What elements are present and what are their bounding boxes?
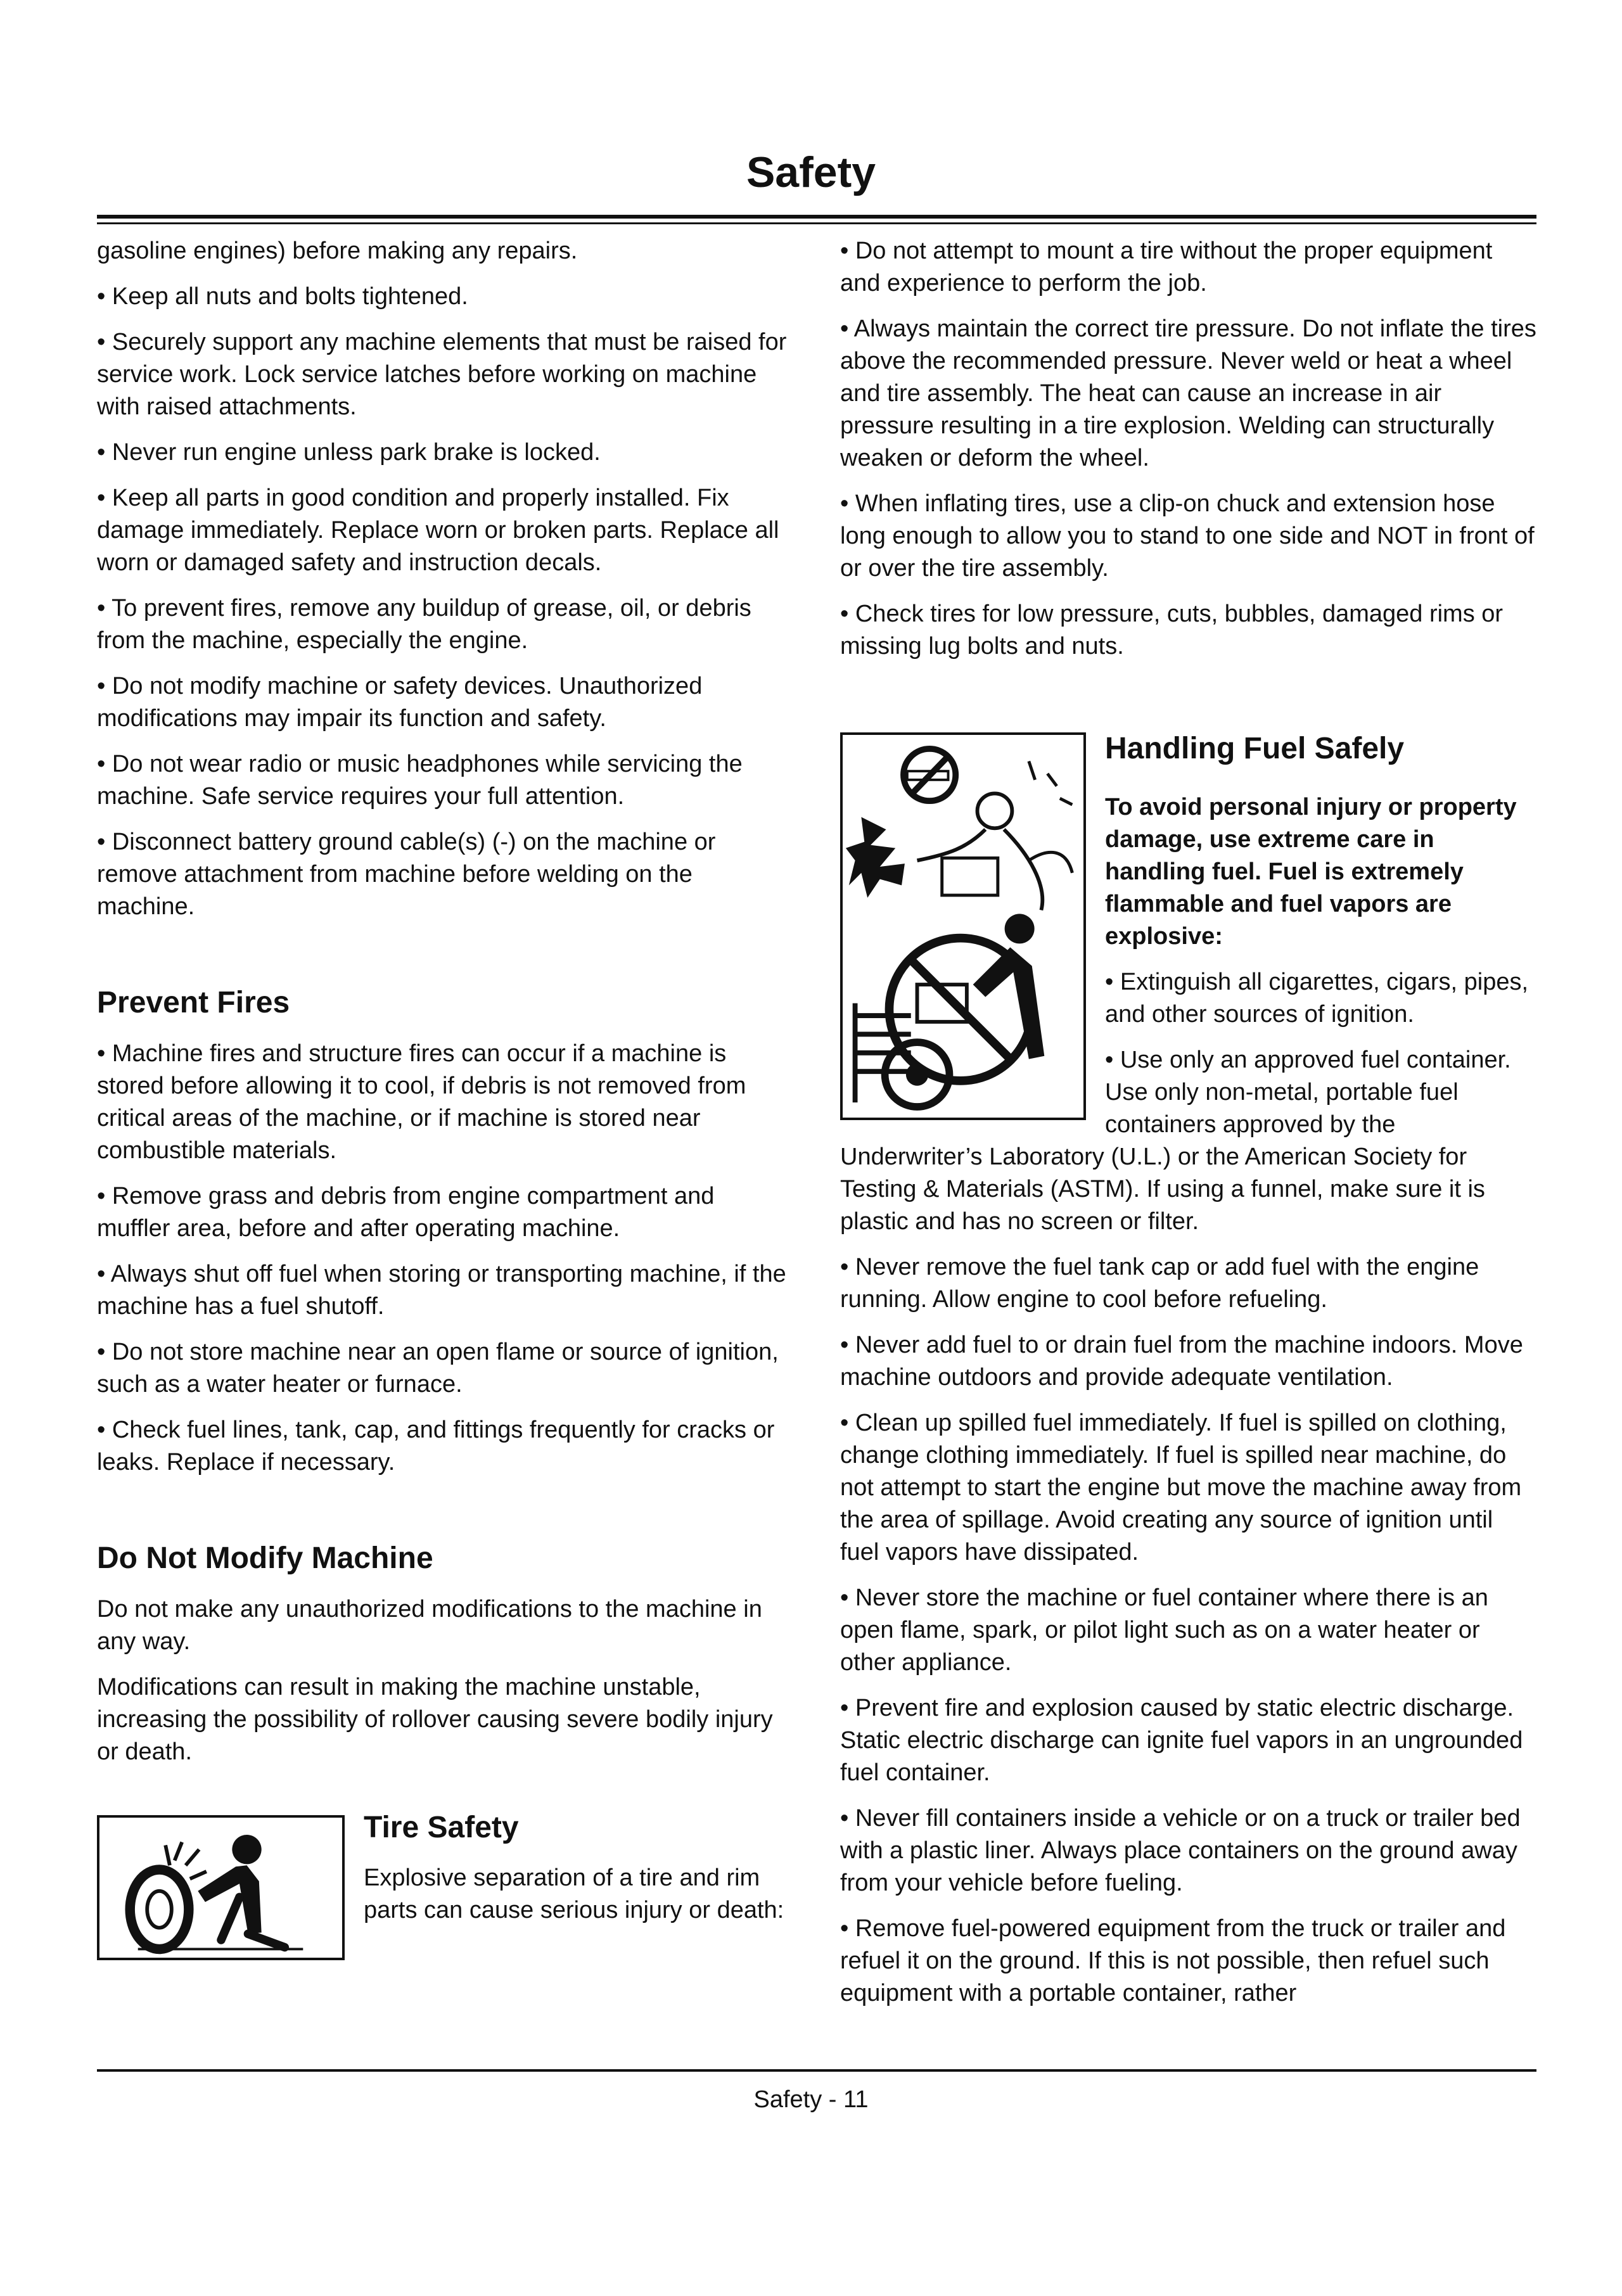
tire-safety-section xyxy=(97,1811,794,1960)
page-number: Safety - 11 xyxy=(753,2086,869,2113)
header-rule-thick xyxy=(97,215,1536,219)
bullet-store-machine: • Never store the machine or fuel container where there is an open flame, spark, or pilot light such as on a water heater or other appliance. xyxy=(840,1584,1488,1676)
right-column xyxy=(840,235,1536,2023)
handling-fuel-section xyxy=(840,732,1536,2010)
page-title: Safety xyxy=(746,148,876,196)
bullet-nuts-bolts: • Keep all nuts and bolts tightened. xyxy=(97,283,468,310)
bullet-support-elements: • Securely support any machine elements that must be raised for service work. Lock service latches before working on machine with raised attachments. xyxy=(97,329,787,420)
bullet-good-condition: • Keep all parts in good condition and properly installed. Fix damage immediately. Replace worn or broken parts. Replace all worn or damaged safety and instruction decals. xyxy=(97,485,779,576)
heading-prevent-fires: Prevent Fires xyxy=(97,986,290,1019)
bullet-machine-fires: • Machine fires and structure fires can occur if a machine is stored before allowing it to cool, if debris is not removed from critical areas of the machine, or if machine is stored near combustible materials. xyxy=(97,1040,746,1164)
bullet-static-discharge: • Prevent fire and explosion caused by static electric discharge. Static electric discharge can ignite fuel vapors in an ungrounded fuel container. xyxy=(840,1694,1523,1786)
fuel-warning-text: To avoid personal injury or property damage, use extreme care in handling fuel. Fuel is extremely flammable and fuel vapors are explosive: xyxy=(1105,793,1517,950)
bullet-check-tires: • Check tires for low pressure, cuts, bubbles, damaged rims or missing lug bolts and nuts. xyxy=(840,601,1504,660)
footer-rule xyxy=(97,2069,1536,2072)
bullet-spilled-fuel: • Clean up spilled fuel immediately. If fuel is spilled on clothing, change clothing immediately. If fuel is spilled near machine, do not attempt to start the engine but move the machine away from the area of spillage. Avoid creating any source of ignition until fuel vapors have dissipated. xyxy=(840,1409,1522,1566)
bullet-approved-container: • Use only an approved fuel container. Use only non-metal, portable fuel containers approved by the Underwriter’s Laboratory (U.L.) or the American Society for Testing & Materials (ASTM). If using a funnel, make sure it is plastic and has no screen or filter. xyxy=(840,1046,1511,1235)
bullet-fill-containers: • Never fill containers inside a vehicle or on a truck or trailer bed with a plastic liner. Always place containers on the ground away from your vehicle before fueling. xyxy=(840,1804,1521,1896)
bullet-buildup: • To prevent fires, remove any buildup of grease, oil, or debris from the machine, especially the engine. xyxy=(97,595,751,654)
bullet-remove-equipment: • Remove fuel-powered equipment from the truck or trailer and refuel it on the ground. If this is not possible, then refuel such equipment with a portable container, rather xyxy=(840,1915,1506,2006)
bullet-open-flame: • Do not store machine near an open flame or source of ignition, such as a water heater or furnace. xyxy=(97,1338,779,1398)
header-rule-thin xyxy=(97,222,1536,224)
tire-explosion-warning-icon xyxy=(97,1815,345,1960)
bullet-extinguish: • Extinguish all cigarettes, cigars, pipes, and other sources of ignition. xyxy=(1105,968,1529,1028)
heading-tire-safety: Tire Safety xyxy=(364,1811,519,1844)
paragraph-modifications-rollover: Modifications can result in making the machine unstable, increasing the possibility of rollover causing severe bodily injury or death. xyxy=(97,1673,773,1765)
bullet-remove-grass: • Remove grass and debris from engine compartment and muffler area, before and after operating machine. xyxy=(97,1182,715,1242)
heading-handling-fuel: Handling Fuel Safely xyxy=(1105,732,1405,765)
no-smoking-refueling-warning-icon xyxy=(840,732,1086,1120)
left-column xyxy=(97,235,794,1960)
bullet-battery-ground: • Disconnect battery ground cable(s) (-) on the machine or remove attachment from machine before welding on the machine. xyxy=(97,829,716,920)
paragraph-no-unauthorized: Do not make any unauthorized modifications to the machine in any way. xyxy=(97,1595,762,1655)
bullet-mount-tire: • Do not attempt to mount a tire without the proper equipment and experience to perform the job. xyxy=(840,238,1493,297)
bullet-headphones: • Do not wear radio or music headphones while servicing the machine. Safe service requires your full attention. xyxy=(97,751,743,810)
bullet-park-brake: • Never run engine unless park brake is locked. xyxy=(97,439,601,466)
bullet-shut-off-fuel: • Always shut off fuel when storing or transporting machine, if the machine has a fuel shutoff. xyxy=(97,1260,786,1320)
bullet-check-fuel-lines: • Check fuel lines, tank, cap, and fittings frequently for cracks or leaks. Replace if necessary. xyxy=(97,1416,775,1476)
bullet-no-modify-devices: • Do not modify machine or safety devices. Unauthorized modifications may impair its function and safety. xyxy=(97,673,703,732)
bullet-indoors: • Never add fuel to or drain fuel from the machine indoors. Move machine outdoors and provide adequate ventilation. xyxy=(840,1331,1523,1391)
heading-do-not-modify: Do Not Modify Machine xyxy=(97,1541,433,1575)
bullet-inflating-tires: • When inflating tires, use a clip-on chuck and extension hose long enough to allow you to stand to one side and NOT in front of or over the tire assembly. xyxy=(840,490,1535,582)
paragraph-explosive-separation: Explosive separation of a tire and rim parts can cause serious injury or death: xyxy=(364,1865,784,1924)
paragraph-repairs: gasoline engines) before making any repairs. xyxy=(97,238,578,264)
bullet-tire-pressure: • Always maintain the correct tire pressure. Do not inflate the tires above the recommended pressure. Never weld or heat a wheel and tire assembly. The heat can cause an increase in air pressure resulting in a tire explosion. Welding can structurally weaken or deform the wheel. xyxy=(840,316,1536,471)
bullet-fuel-tank-cap: • Never remove the fuel tank cap or add fuel with the engine running. Allow engine to cool before refueling. xyxy=(840,1253,1479,1313)
